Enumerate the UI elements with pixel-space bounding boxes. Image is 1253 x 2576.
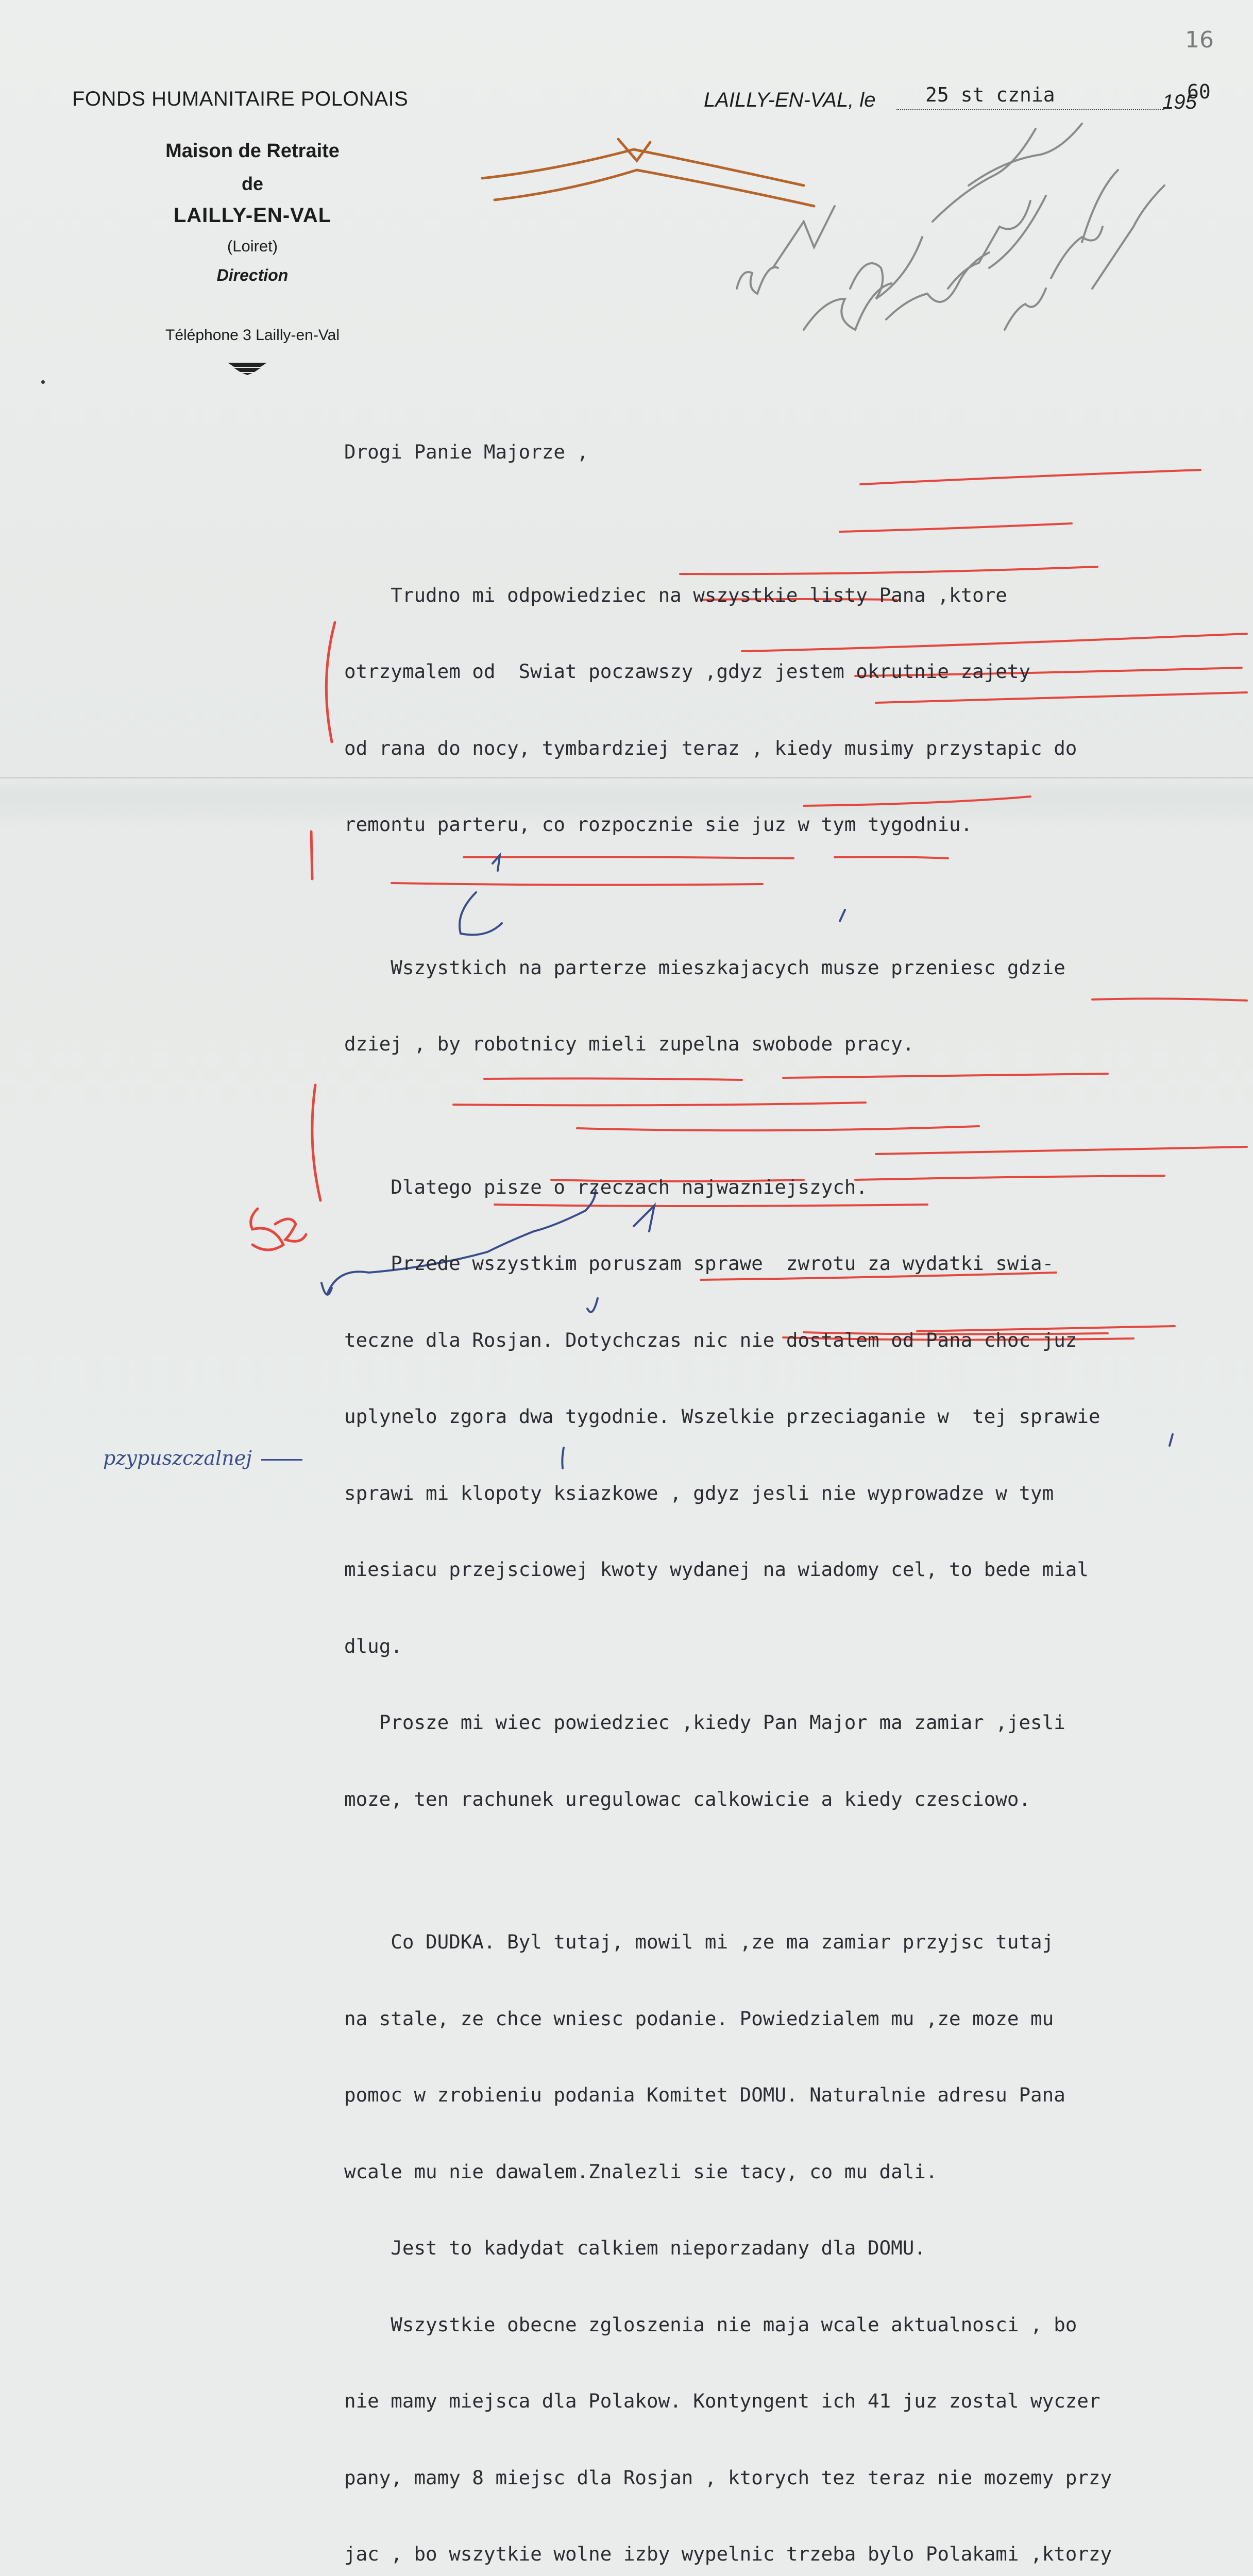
letter-line: Jest to kadydat calkiem nieporzadany dla DOMU. [344,2236,926,2259]
letter-line: Trudno mi odpowiedziec na wszystkie listy Pana ,ktore [344,583,1007,606]
brown-chevron-mark [482,139,814,206]
letter-line: dziej , by robotnicy mieli zupelna swobode pracy. [344,1032,915,1055]
red-margin-strokes [251,622,335,1250]
letterhead-organization: FONDS HUMANITAIRE POLONAIS [72,88,409,110]
letterhead-line1: Maison de Retraite [165,140,340,162]
letter-line: wcale mu nie dawalem.Znalezli sie tacy, co mu dali. [344,2160,938,2183]
paragraph-gap [344,516,1251,532]
paragraph-gap [344,1108,1251,1124]
letter-line: Dlatego pisze o rzeczach najwazniejszych. [344,1175,868,1198]
letterhead-line5: Direction [216,266,289,284]
margin-note-dash [261,1459,302,1461]
letterhead-line3: LAILLY-EN-VAL [173,204,332,227]
letter-line: Przede wszystkim poruszam sprawe zwrotu za wydatki swia- [344,1252,1054,1275]
letter-line: Wszystkich na parterze mieszkajacych musze przeniesc gdzie [344,956,1065,979]
letter-line: pany, mamy 8 miejsc dla Rosjan , ktorych tez teraz nie mozemy przy [344,2466,1112,2489]
letterhead-line2: de [241,173,263,194]
letter-line: otrzymalem od Swiat poczawszy ,gdyz jestem okrutnie zajety [344,660,1031,683]
letter-line: teczne dla Rosjan. Dotychczas nic nie dostalem od Pana choc juz [344,1328,1077,1351]
page-number-mark: 16 [1185,27,1214,53]
salutation: Drogi Panie Majorze , [344,440,589,463]
letter-line: miesiacu przejsciowej kwoty wydanej na wiadomy cel, to bede mial [344,1558,1089,1581]
letter-line: pomoc w zrobieniu podania Komitet DOMU. Naturalnie adresu Pana [344,2083,1065,2106]
letter-line: nie mamy miejsca dla Polakow. Kontyngent ich 41 juz zostal wyczer [344,2389,1100,2412]
date-year-typed: 60 [1187,80,1211,103]
handwritten-margin-note [103,1447,302,1469]
letter-body [344,388,1251,2576]
paragraph-gap [344,1863,1251,1878]
letter-line: Co DUDKA. Byl tutaj, mowil mi ,ze ma zamiar przyjsc tutaj [344,1930,1054,1953]
letterhead-phone: Téléphone 3 Lailly-en-Val [165,327,340,344]
date-year-printed: 195 [1162,91,1197,113]
letter-line: Wszystkie obecne zgloszenia nie maja wcale aktualnosci , bo [344,2313,1077,2336]
date-place: LAILLY-EN-VAL, le [704,89,876,111]
letter-line: uplynelo zgora dwa tygodnie. Wszelkie przeciaganie w tej sprawie [344,1405,1100,1428]
pencil-scribbles [737,124,1164,330]
letter-line: na stale, ze chce wniesc podanie. Powiedzialem mu ,ze moze mu [344,2007,1054,2030]
date-day-month: 25 st cznia [925,83,1055,106]
letter-line: Prosze mi wiec powiedziec ,kiedy Pan Major ma zamiar ,jesli [344,1711,1065,1734]
paragraph-gap [344,889,1251,904]
letter-line: moze, ten rachunek uregulowac calkowicie a kiedy czesciowo. [344,1787,1031,1810]
margin-note-text: pzypuszczalnej [103,1447,252,1469]
letter-line: dlug. [344,1634,402,1657]
letter-line: remontu parteru, co rozpocznie sie juz w tym tygodniu. [344,813,973,836]
letter-line: jac , bo wszytkie wolne izby wypelnic trzeba bylo Polakami ,ktorzy [344,2543,1112,2565]
letter-line: sprawi mi klopoty ksiazkowe , gdyz jesli nie wyprowadze w tym [344,1481,1054,1504]
letterhead-line4: (Loiret) [227,237,278,255]
letter-line: od rana do nocy, tymbardziej teraz , kiedy musimy przystapic do [344,736,1077,759]
